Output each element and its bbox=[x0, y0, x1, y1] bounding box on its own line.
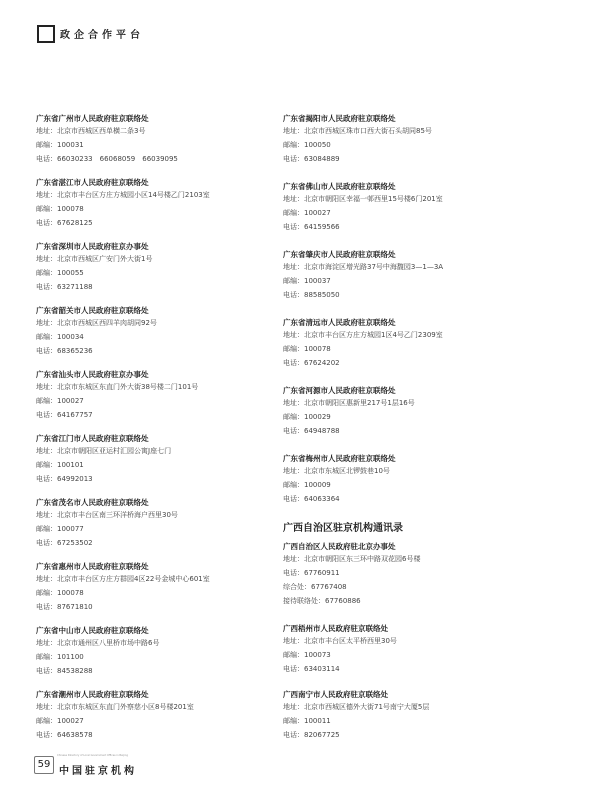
office-entry bbox=[36, 369, 296, 422]
office-address: 地址：北京市丰台区南三环洋桥海户西里30号 bbox=[36, 511, 178, 519]
office-phone: 电话：67628125 bbox=[36, 219, 93, 227]
office-entry bbox=[283, 689, 543, 742]
footer-english-caption: Chinese Directory of Local Government Offices in Beijing bbox=[57, 754, 128, 757]
footer-title: 中国驻京机构 bbox=[59, 766, 137, 777]
office-name: 广东省潮州市人民政府驻京联络处 bbox=[36, 690, 149, 699]
office-phone: 电话：64948788 bbox=[283, 427, 340, 435]
office-address: 地址：北京市朝阳区亚运村汇园公寓J座七门 bbox=[36, 447, 172, 455]
office-postcode: 邮编：100078 bbox=[283, 345, 331, 353]
office-entry bbox=[283, 623, 543, 676]
office-entry bbox=[36, 241, 296, 294]
office-phone: 电话：64063364 bbox=[283, 495, 340, 503]
office-postcode: 邮编：100055 bbox=[36, 269, 84, 277]
office-entry bbox=[36, 305, 296, 358]
office-address: 地址：北京市朝阳区惠新里217号1层16号 bbox=[283, 399, 415, 407]
office-general-phone: 综合处：67767408 bbox=[283, 583, 347, 591]
office-entry bbox=[36, 497, 296, 550]
office-postcode: 邮编：100029 bbox=[283, 413, 331, 421]
office-entry bbox=[36, 689, 296, 742]
office-phone: 电话：67253502 bbox=[36, 539, 93, 547]
office-phone: 电话：67760911 bbox=[283, 569, 340, 577]
office-entry bbox=[283, 453, 543, 506]
office-name: 广东省深圳市人民政府驻京办事处 bbox=[36, 242, 149, 251]
page-number: 59 bbox=[34, 756, 54, 774]
office-entry bbox=[36, 561, 296, 614]
office-postcode: 邮编：101100 bbox=[36, 653, 84, 661]
office-entry bbox=[36, 113, 296, 166]
header-square-icon bbox=[37, 25, 55, 43]
office-postcode: 邮编：100077 bbox=[36, 525, 84, 533]
office-entry bbox=[36, 433, 296, 486]
office-address: 地址：北京市朝阳区幸福一邨西里15号楼6门201室 bbox=[283, 195, 443, 203]
office-name: 广东省佛山市人民政府驻京联络处 bbox=[283, 182, 396, 191]
office-address: 地址：北京市西城区西四羊肉胡同92号 bbox=[36, 319, 157, 327]
office-entry bbox=[283, 113, 543, 166]
office-name: 广东省肇庆市人民政府驻京联络处 bbox=[283, 250, 396, 259]
office-name: 广东省揭阳市人民政府驻京联络处 bbox=[283, 114, 396, 123]
office-address: 地址：北京市丰台区方庄方城园小区14号楼乙门2103室 bbox=[36, 191, 210, 199]
office-name: 广东省茂名市人民政府驻京联络处 bbox=[36, 498, 149, 507]
office-address: 地址：北京市西城区西单横二条3号 bbox=[36, 127, 146, 135]
office-name: 广西南宁市人民政府驻京联络处 bbox=[283, 690, 388, 699]
office-name: 广西梧州市人民政府驻京联络处 bbox=[283, 624, 388, 633]
office-postcode: 邮编：100027 bbox=[36, 717, 84, 725]
office-phone: 电话：88585050 bbox=[283, 291, 340, 299]
office-postcode: 邮编：100011 bbox=[283, 717, 331, 725]
office-name: 广东省湛江市人民政府驻京联络处 bbox=[36, 178, 149, 187]
office-entry bbox=[283, 181, 543, 234]
office-phone: 电话：87671810 bbox=[36, 603, 93, 611]
office-postcode: 邮编：100009 bbox=[283, 481, 331, 489]
office-postcode: 邮编：100101 bbox=[36, 461, 84, 469]
office-phone: 电话：66030233 66068059 66039095 bbox=[36, 155, 178, 163]
office-address: 地址：北京市西城区珠市口西大街石头胡同85号 bbox=[283, 127, 432, 135]
office-address: 地址：北京市西城区德外大街71号南宁大厦5层 bbox=[283, 703, 430, 711]
office-address: 地址：北京市丰台区方庄方群园4区22号金城中心601室 bbox=[36, 575, 210, 583]
office-phone: 电话：82067725 bbox=[283, 731, 340, 739]
section-heading: 广西自治区驻京机构通讯录 bbox=[283, 523, 403, 534]
office-name: 广东省清远市人民政府驻京联络处 bbox=[283, 318, 396, 327]
office-address: 地址：北京市西城区广安门外大街1号 bbox=[36, 255, 153, 263]
office-postcode: 邮编：100031 bbox=[36, 141, 84, 149]
office-name: 广东省梅州市人民政府驻京联络处 bbox=[283, 454, 396, 463]
office-phone: 电话：63403114 bbox=[283, 665, 340, 673]
office-phone: 电话：63084889 bbox=[283, 155, 340, 163]
office-postcode: 邮编：100034 bbox=[36, 333, 84, 341]
office-name: 广东省惠州市人民政府驻京联络处 bbox=[36, 562, 149, 571]
office-name: 广东省中山市人民政府驻京联络处 bbox=[36, 626, 149, 635]
office-entry bbox=[36, 177, 296, 230]
office-entry bbox=[36, 625, 296, 678]
office-phone: 电话：64638578 bbox=[36, 731, 93, 739]
office-postcode: 邮编：100050 bbox=[283, 141, 331, 149]
office-phone: 电话：67624202 bbox=[283, 359, 340, 367]
office-postcode: 邮编：100078 bbox=[36, 205, 84, 213]
office-address: 地址：北京市丰台区太平桥西里30号 bbox=[283, 637, 397, 645]
office-postcode: 邮编：100073 bbox=[283, 651, 331, 659]
office-address: 地址：北京市东城区东直门外大街38号楼二门101号 bbox=[36, 383, 199, 391]
office-name: 广东省广州市人民政府驻京联络处 bbox=[36, 114, 149, 123]
office-postcode: 邮编：100027 bbox=[36, 397, 84, 405]
office-name: 广东省江门市人民政府驻京联络处 bbox=[36, 434, 149, 443]
office-entry bbox=[283, 249, 543, 302]
office-phone: 电话：64167757 bbox=[36, 411, 93, 419]
office-entry bbox=[283, 385, 543, 438]
office-address: 地址：北京市东城区北锣鼓巷10号 bbox=[283, 467, 390, 475]
office-phone: 电话：68365236 bbox=[36, 347, 93, 355]
page-header-title: 政企合作平台 bbox=[60, 30, 144, 41]
office-postcode: 邮编：100078 bbox=[36, 589, 84, 597]
office-name: 广东省汕头市人民政府驻京办事处 bbox=[36, 370, 149, 379]
office-address: 地址：北京市东城区东直门外察慈小区8号楼201室 bbox=[36, 703, 194, 711]
office-reception-phone: 接待联络处：67760886 bbox=[283, 597, 361, 605]
office-address: 地址：北京市丰台区方庄方城园1区4号乙门2309室 bbox=[283, 331, 443, 339]
office-postcode: 邮编：100027 bbox=[283, 209, 331, 217]
office-name: 广东省韶关市人民政府驻京联络处 bbox=[36, 306, 149, 315]
office-address: 地址：北京市通州区八里桥市场中路6号 bbox=[36, 639, 160, 647]
office-phone: 电话：84538288 bbox=[36, 667, 93, 675]
office-address: 地址：北京市海淀区增光路37号中海馥园3—1—3A bbox=[283, 263, 444, 271]
office-entry bbox=[283, 317, 543, 370]
office-name: 广西自治区人民政府驻北京办事处 bbox=[283, 542, 396, 551]
office-phone: 电话：64992013 bbox=[36, 475, 93, 483]
office-phone: 电话：64159566 bbox=[283, 223, 340, 231]
office-name: 广东省河源市人民政府驻京联络处 bbox=[283, 386, 396, 395]
office-entry bbox=[283, 541, 543, 608]
office-postcode: 邮编：100037 bbox=[283, 277, 331, 285]
office-phone: 电话：63271188 bbox=[36, 283, 93, 291]
office-address: 地址：北京市朝阳区东三环中路双花园6号楼 bbox=[283, 555, 421, 563]
